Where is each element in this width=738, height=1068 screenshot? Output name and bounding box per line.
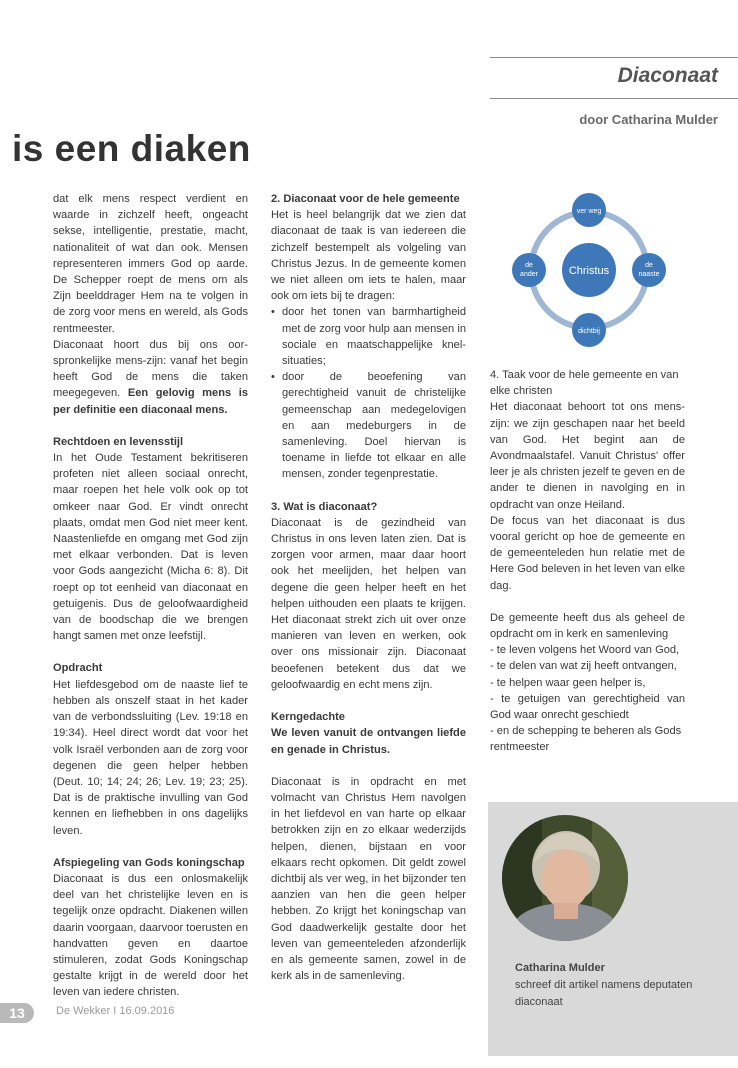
column-2: [271, 191, 466, 984]
paragraph: Het is heel belangrijk dat we zien dat diaconaat de taak is van iedereen die zichzelf bestempelt als volgeling van Christus Jezus. In de gemeente komen we niet alleen om iets te halen, maar ook om iets bij te dragen:: [271, 209, 466, 303]
paragraph: dat elk mens respect verdient en waarde in zichzelf heeft, ongeacht sekse, intelligentie, prestatie, macht, nationaliteit of wat dan ook. Mensen representeren immers God op aarde. De Schepper roept de mens om als Zijn beelddrager Hem na te volgen in de zorg voor mens en wereld, als Gods rentmeester.: [53, 193, 248, 335]
list-item: - te helpen waar geen helper is,: [490, 676, 646, 689]
paragraph: Diaconaat is in opdracht en met volmacht van Christus Hem navolgen in het liefdevol en van harte op elkaar betrokken zijn en zo elkaar wederzijds helpen, dienen, bijstaan en voor elkaars recht opkomen. Dit geldt zowel dichtbij als ver weg, in het bijzonder ten aanzien van hen die geen helper hebben. Zo krijgt het koningschap van God daadwerkelijk gestalte door het leven van gemeenteleden afzonderlijk en als gemeente samen, zowel in de kerk als in de samenleving.: [271, 775, 466, 983]
diagram-node-left: [512, 253, 546, 287]
author-portrait: [502, 815, 628, 941]
footer-publication: De Wekker I 16.09.2016: [56, 1005, 175, 1017]
byline: door Catharina Mulder: [579, 112, 718, 127]
header-rule-top: [490, 57, 738, 58]
author-caption-line: schreef dit artikel namens deputaten: [515, 979, 693, 991]
diagram-left-label-2: ander: [520, 271, 538, 278]
diagram-right-label-2: naaste: [638, 271, 660, 278]
key-thought: We leven vanuit de ontvangen liefde en genade in Christus.: [271, 727, 466, 756]
author-caption-line: diaconaat: [515, 996, 563, 1008]
paragraph: Diaconaat is de gezindheid van Christus in ons leven laten zien. Dat is zorgen voor armen, maar daar hoort ook het meelijden, het helpen van degene die geen helper heeft en het helpen uithouden een plaats te krijgen. Het diaconaat strekt zich uit over onze manieren van leven en werken, ook over ons missionair zijn. Diaconaat beoefenen betekent dus dat we geloofwaardig en echt mens zijn.: [271, 516, 466, 691]
list-item: - te leven volgens het Woord van God,: [490, 644, 680, 657]
author-name: Catharina Mulder: [515, 962, 605, 974]
subheading: Opdracht: [53, 662, 103, 675]
paragraph: Het liefdesgebod om de naaste lief te hebben als onszelf staat in het kader van de verbondssluiting (Lev. 19:18 en 19:34). Heel direct wordt dat voor het volk Israël verbonden aan de zorg voor degenen die geen helper hebben (Deut. 10; 14; 24; 26; Lev. 19; 23; 25). Dat is de praktische invulling van God kennen en liefhebben in ons dagelijks leven.: [53, 678, 248, 837]
author-caption: [515, 960, 725, 1011]
column-3: [490, 367, 685, 756]
paragraph-text: Diaconaat hoort dus bij ons oor-spronkelijke mens-zijn: vanaf het begin heeft God de mens die taken meegegeven.: [53, 338, 248, 400]
paragraph: Het diaconaat behoort tot ons mens-zijn: we zijn geschapen naar het beeld van God. Het begint aan de Avondmaalstafel. Vanuit Christus' offer leer je als christen jezelf te geven en de ander te dienen in navolging en in opdracht van onze Heiland.: [490, 401, 685, 511]
paragraph-emphasis: Een gelovig mens is per definitie een diaconaal mens.: [53, 387, 248, 416]
list-item: - te delen van wat zij heeft ontvangen,: [490, 660, 677, 673]
bullet-list: [271, 304, 466, 482]
subheading: Rechtdoen en levensstijl: [53, 435, 184, 448]
column-1: [53, 191, 248, 1001]
subheading: 3. Wat is diaconaat?: [271, 500, 378, 513]
diagram-top-label: ver weg: [576, 208, 602, 215]
paragraph: De focus van het diaconaat is dus vooral gericht op hoe de gemeente en de gemeenteleden hun relatie met de Here God beleven in het leven van elke dag.: [490, 514, 685, 592]
christus-diagram: [505, 190, 673, 348]
diagram-center-label: Christus: [568, 265, 610, 277]
paragraph: De gemeente heeft dus als geheel de opdracht om in kerk en samenleving: [490, 611, 685, 641]
page-title: is een diaken: [12, 128, 251, 169]
diagram-left-label-1: de: [525, 262, 533, 269]
subheading: 2. Diaconaat voor de hele gemeente: [271, 193, 460, 205]
paragraph: [53, 337, 248, 418]
diagram-right-label-1: de: [645, 262, 653, 269]
page-number: 13: [0, 1003, 34, 1023]
list-item: - en de schepping te beheren als Gods rentmeester: [490, 725, 682, 754]
task-list: [490, 642, 685, 755]
list-item: • door het tonen van barmhartigheid met de zorg voor hulp aan mensen in sociale en maatschappelijke knel-situaties;: [271, 304, 466, 369]
header-rule-bottom: [490, 98, 738, 99]
subheading: 4. Taak voor de hele gemeente en van elke christen: [490, 369, 679, 398]
section-title: Diaconaat: [617, 64, 718, 87]
list-item: • door de beoefening van gerechtigheid vanuit de christelijke gemeenschap aan medegelovigen en aan medeburgers in de samenleving. Doel hiervan is toename in liefde tot elkaar en alle mensen, zonder tegenprestatie.: [271, 369, 466, 482]
subheading: Afspiegeling van Gods koningschap: [53, 856, 245, 869]
subheading: Kerngedachte: [271, 711, 345, 724]
diagram-bottom-label: dichtbij: [578, 328, 600, 335]
paragraph: Diaconaat is dus een onlosmakelijk deel van het christelijke leven en is tegelijk onze opdracht. Diakenen willen daarin voorgaan, daarvoor toerusten en handvatten geven en daartoe stimuleren, zodat Gods Koningschap gestalte krijgt in de wereld door het leven van iedere christen.: [53, 872, 248, 999]
diagram-node-right: [632, 253, 666, 287]
list-item: - te getuigen van gerechtigheid van God waar onrecht geschiedt: [490, 692, 685, 722]
paragraph: In het Oude Testament bekritiseren profeten niet alleen sociaal onrecht, maar roepen het hele volk ook op tot omkeer naar God. Er vindt onrecht plaats, omdat men God niet meer kent. Naastenliefde en omgang met God zijn met elkaar verbonden. Dat is leven voor Gods aangezicht (Micha 6: 8). Dit roept op tot eenheid van diaconaat en getuigenis. Dus de geloofwaardigheid van de boodschap die we brengen hangt samen met onze leefstijl.: [53, 452, 248, 643]
